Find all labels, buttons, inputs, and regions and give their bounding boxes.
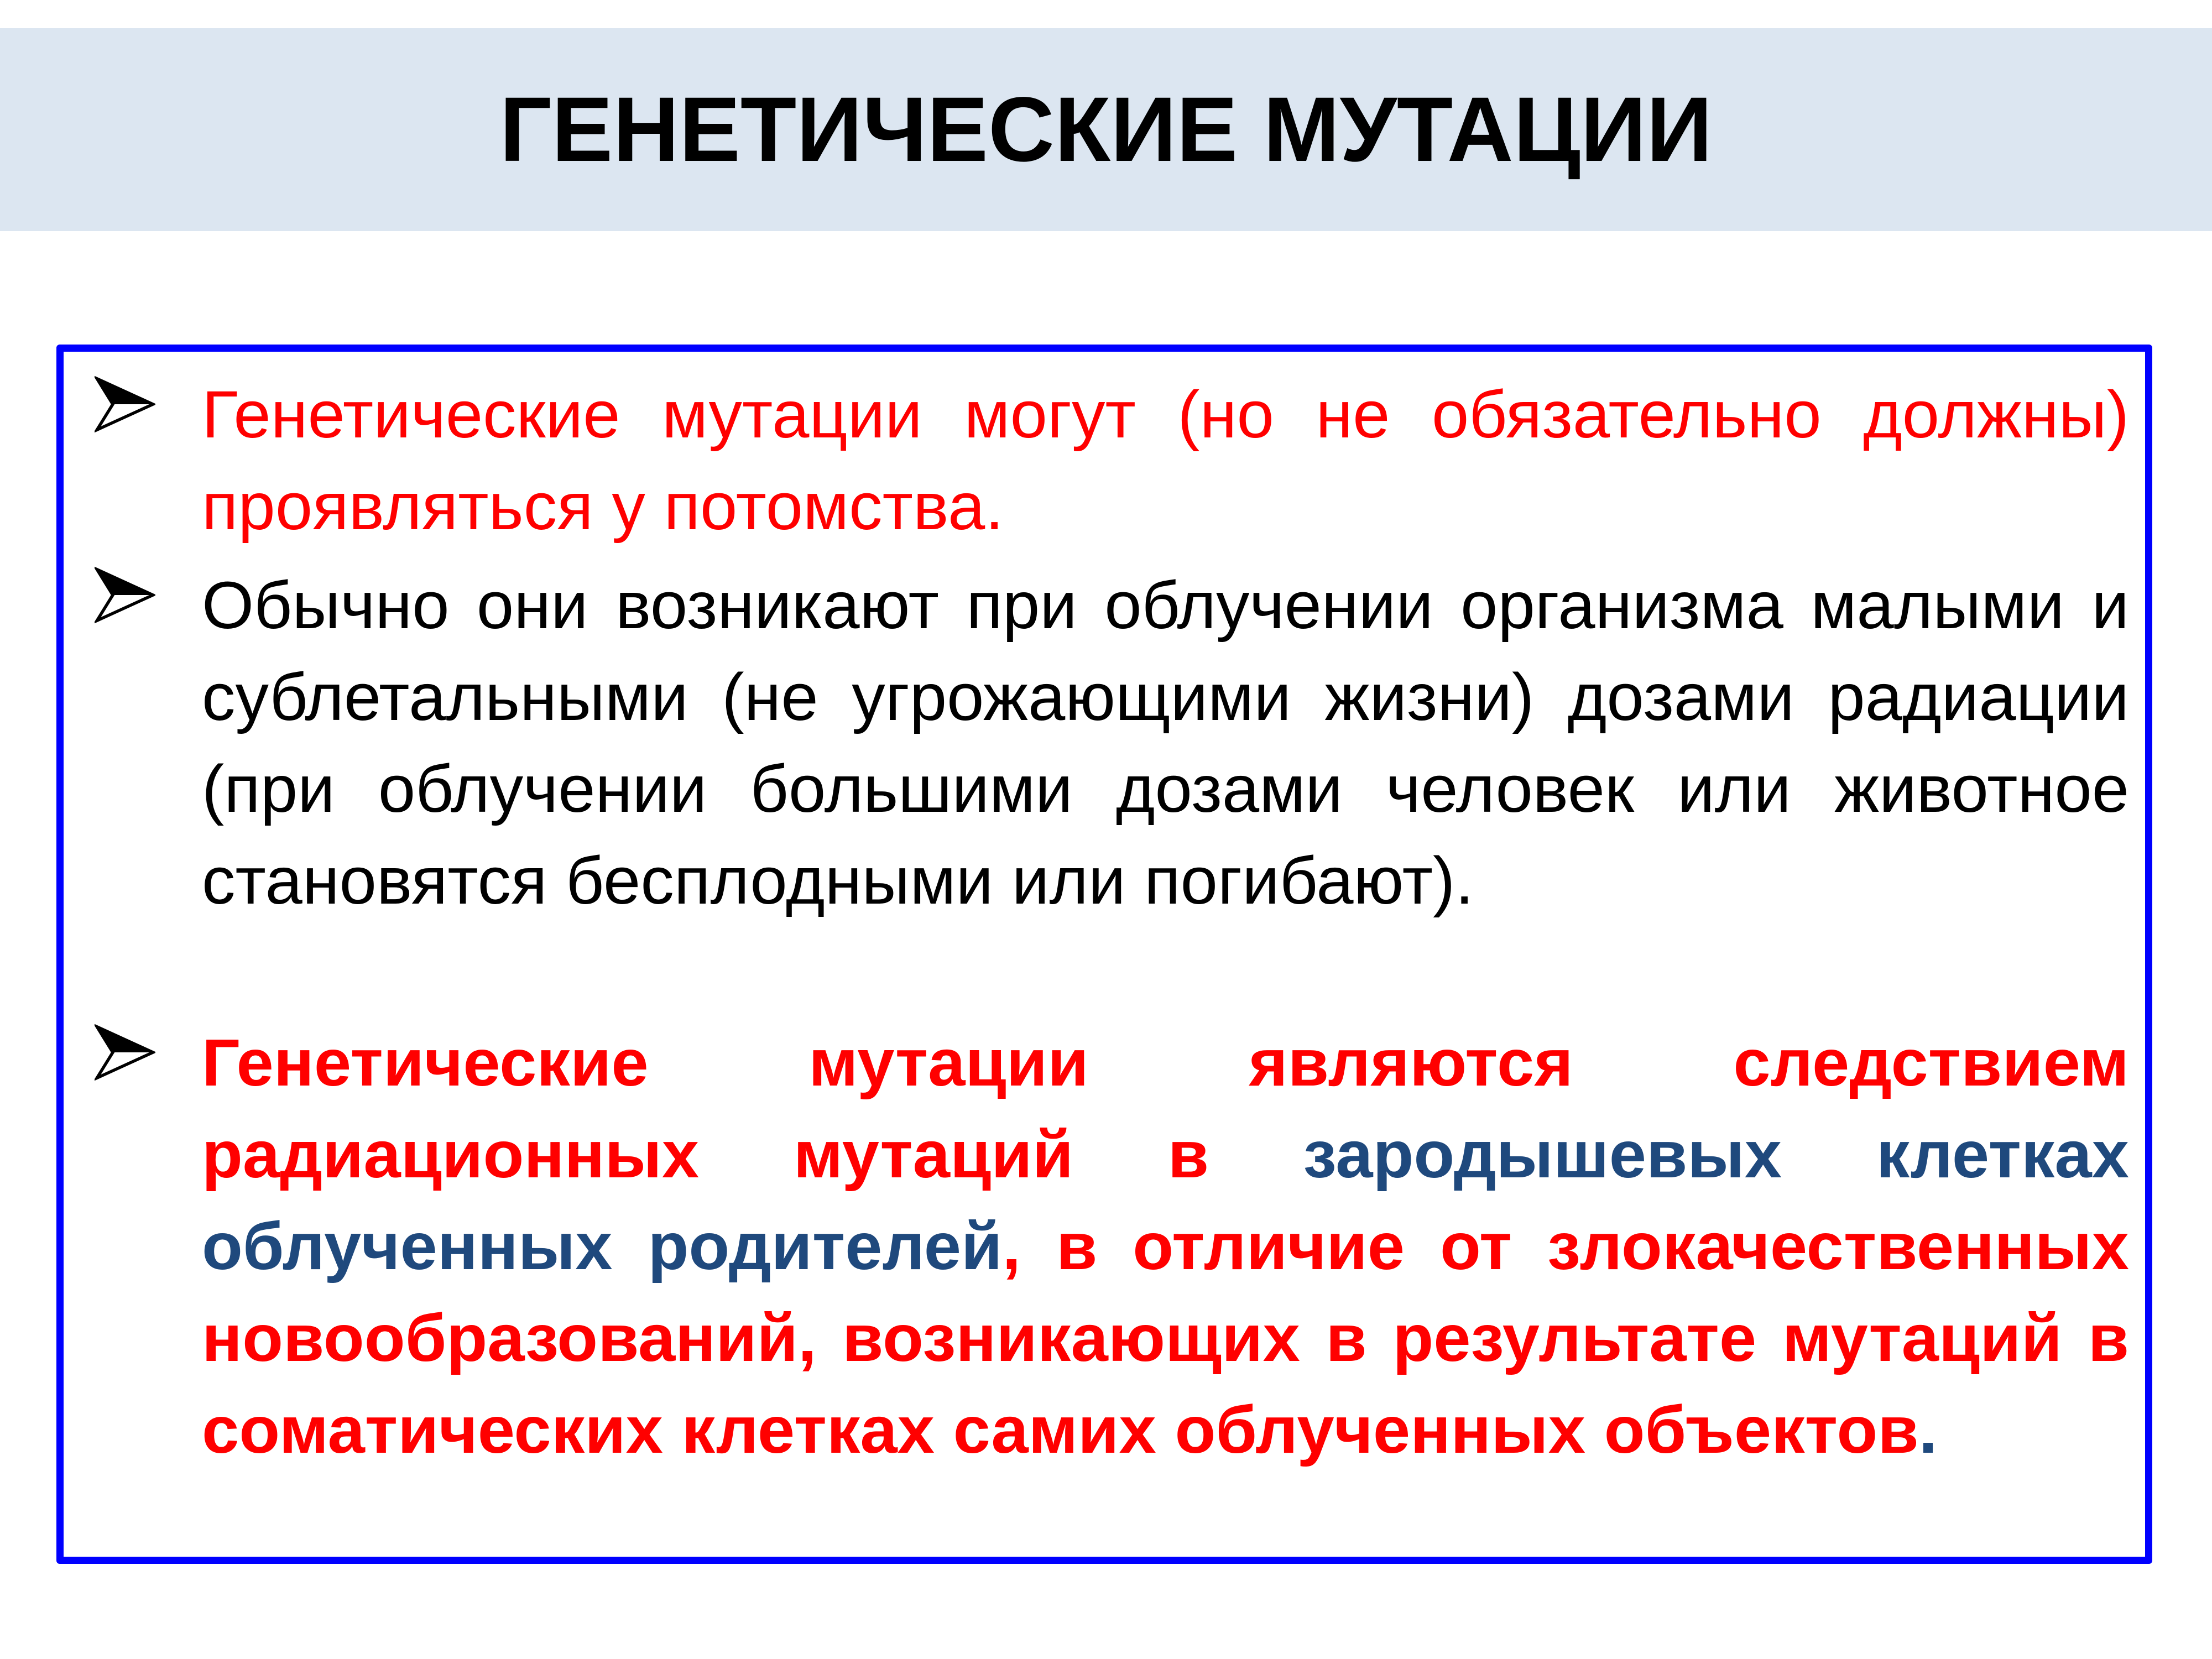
- bullet-text-segment: Генетические мутации являются следствием радиационных мутаций в: [202, 1025, 2129, 1192]
- arrowhead-bullet-icon: [95, 1022, 155, 1083]
- bullet-text: [202, 1016, 2129, 1475]
- arrowhead-bullet-icon: [95, 374, 155, 435]
- bullet-text-period: .: [1918, 1392, 1938, 1467]
- bullet-text-highlight: зародышевых клетках облученных родителей: [202, 1117, 2129, 1284]
- bullet-text: Генетические мутации могут (но не обязательно должны) проявляться у потомства.: [202, 377, 2129, 544]
- bullet-text-segment: , в отличие от злокачественных новообразований, возникающих в результате мутаций в соматических клетках самих облученных объектов: [202, 1208, 2129, 1467]
- content-frame: [56, 345, 2152, 1564]
- bullet-text: Обычно они возникают при облучении организма малыми и сублетальными (не угрожающими жизни) дозами радиации (при облучении большими дозами человек или животное становятся бесплодными или погибают).: [202, 567, 2129, 918]
- arrowhead-bullet-icon: [95, 565, 155, 625]
- title-band: [0, 28, 2212, 231]
- slide-title: ГЕНЕТИЧЕСКИЕ МУТАЦИИ: [499, 79, 1713, 181]
